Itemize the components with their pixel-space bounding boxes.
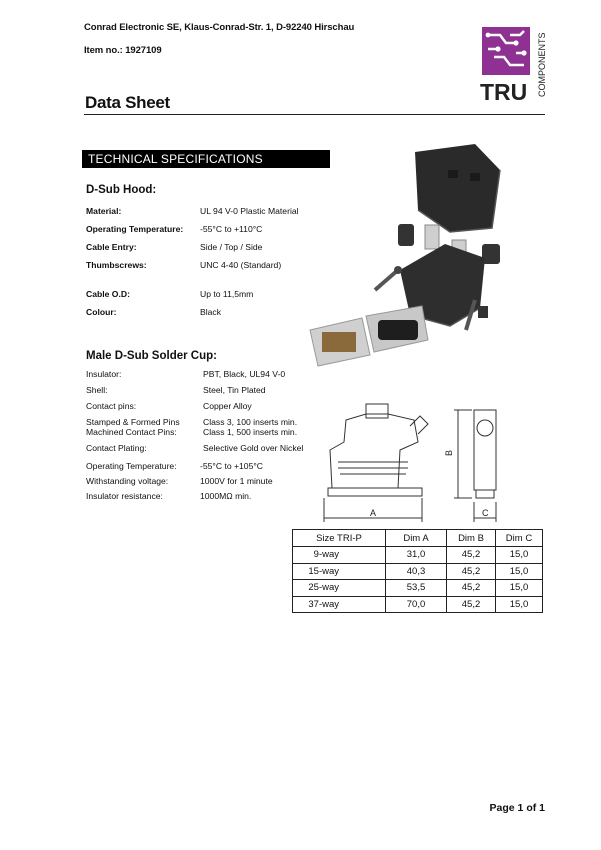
hood-value: Up to 11,5mm [200, 289, 254, 299]
male-label: Stamped & Formed Pins [86, 417, 180, 427]
page-title: Data Sheet [85, 93, 170, 112]
male-value: Steel, Tin Plated [203, 385, 266, 395]
dim-c-label: C [482, 508, 489, 518]
male-value: Class 3, 100 inserts min. [203, 417, 298, 427]
table-cell: 40,3 [386, 563, 447, 580]
hood-shell-top-icon [415, 144, 500, 232]
strain-relief-icon [398, 224, 414, 246]
logo-subtitle-text: COMPONENTS [537, 32, 547, 97]
hood-value: Side / Top / Side [200, 242, 263, 252]
table-cell: 37-way [293, 596, 386, 613]
logo-graphic-icon [480, 27, 548, 103]
male-dsub-heading: Male D-Sub Solder Cup: [86, 350, 217, 362]
male-value: Selective Gold over Nickel [203, 443, 304, 453]
table-cell: 25-way [293, 580, 386, 597]
col-header: Size TRI-P [293, 530, 386, 547]
dim-b-label: B [444, 449, 454, 456]
male-label: Insulator: [86, 369, 122, 379]
table-row [293, 563, 543, 580]
table-cell: 15,0 [496, 596, 543, 613]
dim-a-label: A [370, 508, 377, 518]
male-value: Class 1, 500 inserts min. [203, 427, 298, 437]
table-row [293, 596, 543, 613]
logo-brand-text: TRU [480, 79, 528, 103]
table-cell: 45,2 [447, 563, 496, 580]
hood-label: Material: [86, 206, 122, 216]
table-cell: 45,2 [447, 580, 496, 597]
male-label: Operating Temperature: [86, 461, 177, 471]
thumbscrew-icon [375, 270, 398, 290]
table-cell: 9-way [293, 547, 386, 564]
hood-value: UL 94 V-0 Plastic Material [200, 206, 299, 216]
table-cell: 15,0 [496, 563, 543, 580]
male-label: Contact Plating: [86, 443, 147, 453]
male-label: Withstanding voltage: [86, 476, 169, 486]
male-value: 1000MΩ min. [200, 491, 252, 501]
hood-label: Thumbscrews: [86, 260, 147, 270]
table-cell: 70,0 [386, 596, 447, 613]
hood-value: Black [200, 307, 222, 317]
male-value: Copper Alloy [203, 401, 252, 411]
table-cell: 15,0 [496, 547, 543, 564]
male-value: -55°C to +105°C [200, 461, 264, 471]
table-cell: 15,0 [496, 580, 543, 597]
product-photo [300, 140, 540, 370]
table-row [293, 580, 543, 597]
col-header: Dim A [386, 530, 447, 547]
page-number: Page 1 of 1 [489, 802, 545, 814]
dimensions-table [292, 529, 543, 613]
col-header: Dim C [496, 530, 543, 547]
hood-value: -55°C to +110°C [200, 224, 263, 234]
company-address: Conrad Electronic SE, Klaus-Conrad-Str. 1, D-92240 Hirschau [84, 22, 355, 33]
hood-label: Operating Temperature: [86, 224, 184, 234]
title-divider [84, 114, 545, 115]
table-cell: 53,5 [386, 580, 447, 597]
hood-value: UNC 4-40 (Standard) [200, 260, 282, 270]
table-cell: 15-way [293, 563, 386, 580]
section-band-technical-specifications: TECHNICAL SPECIFICATIONS [82, 150, 330, 168]
hood-label: Cable O.D: [86, 289, 130, 299]
table-header-row [293, 530, 543, 547]
table-cell: 45,2 [447, 547, 496, 564]
table-row [293, 547, 543, 564]
male-label: Machined Contact Pins: [86, 427, 177, 437]
technical-drawing [318, 402, 508, 522]
tru-components-logo [480, 27, 548, 103]
male-label: Contact pins: [86, 401, 137, 411]
hood-heading: D-Sub Hood: [86, 184, 157, 196]
item-number: Item no.: 1927109 [84, 45, 162, 56]
male-value: 1000V for 1 minute [200, 476, 273, 486]
hood-label: Colour: [86, 307, 117, 317]
male-label: Insulator resistance: [86, 491, 163, 501]
table-cell: 45,2 [447, 596, 496, 613]
male-label: Shell: [86, 385, 108, 395]
male-value: PBT, Black, UL94 V-0 [203, 369, 286, 379]
table-cell: 31,0 [386, 547, 447, 564]
col-header: Dim B [447, 530, 496, 547]
hood-label: Cable Entry: [86, 242, 137, 252]
